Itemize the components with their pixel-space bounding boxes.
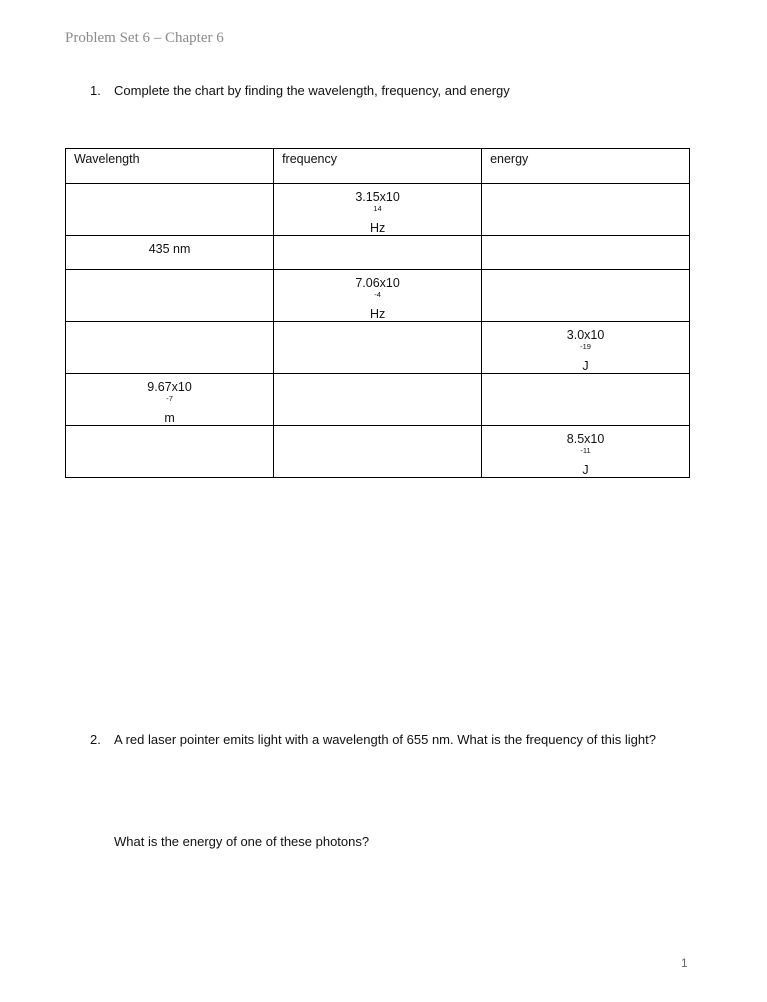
wavelength-cell [66,322,274,374]
table-row [66,183,690,235]
question-1-number: 1. [90,83,101,98]
frequency-cell [274,322,482,374]
table-header-row [66,149,690,184]
energy-cell [482,183,690,235]
table-row [66,270,690,322]
wavelength-cell: 435 nm [66,235,274,270]
energy-cell [482,270,690,322]
page-header-title: Problem Set 6 – Chapter 6 [65,30,224,46]
frequency-cell [274,426,482,478]
frequency-cell [274,235,482,270]
frequency-cell: 7.06x10 $^{-4}$ Hz [274,270,482,322]
question-2-number: 2. [90,732,101,747]
column-header-frequency: frequency [274,149,482,184]
energy-cell [482,374,690,426]
wavelength-cell [66,426,274,478]
column-header-energy: energy [482,149,690,184]
table-row [66,374,690,426]
question-2-text: A red laser pointer emits light with a wavelength of 655 nm. What is the frequency of this light? [114,732,656,747]
wavelength-cell [66,270,274,322]
energy-cell: 8.5x10 $^{-11}$ J [482,426,690,478]
question-2-followup-text: What is the energy of one of these photons? [114,834,370,849]
wavelength-cell: 9.67x10 $^{-7}$ m [66,374,274,426]
wavelength-frequency-energy-chart [65,148,690,478]
question-2-followup [114,833,369,851]
frequency-cell: 3.15x10 $^{14}$ Hz [274,183,482,235]
table-row [66,426,690,478]
energy-cell: 3.0x10 $^{-19}$ J [482,322,690,374]
page-number: 1 [681,956,688,970]
table-row [66,322,690,374]
wavelength-cell [66,183,274,235]
frequency-cell [274,374,482,426]
table-row [66,235,690,270]
energy-cell [482,235,690,270]
question-1-text: Complete the chart by finding the wavelength, frequency, and energy [114,83,510,98]
column-header-wavelength: Wavelength [66,149,274,184]
